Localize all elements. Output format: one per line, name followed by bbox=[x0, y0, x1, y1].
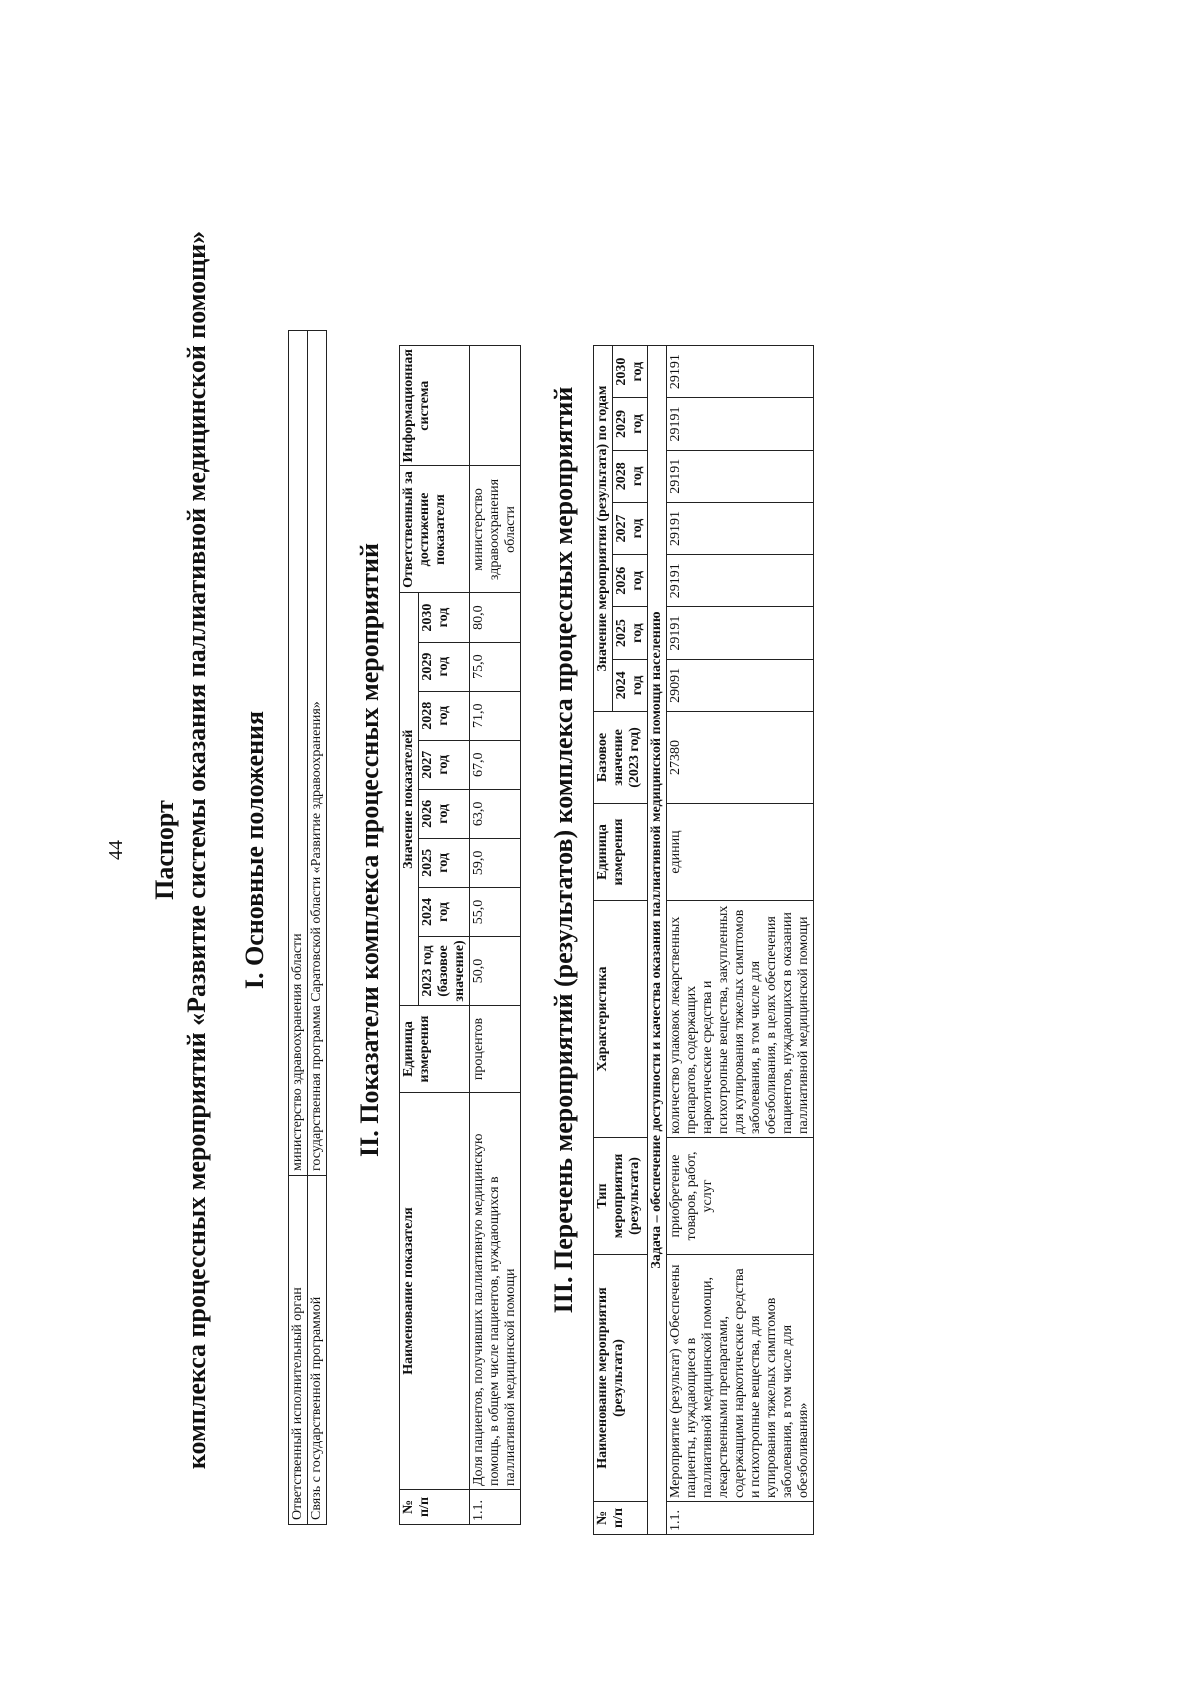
header-row bbox=[400, 346, 419, 1525]
cell-2025: 29191 bbox=[667, 607, 814, 659]
row-label: Связь с государственной программой bbox=[308, 1176, 327, 1525]
col-2030: 2030 год bbox=[613, 346, 648, 398]
col-num: № п/п bbox=[400, 1490, 470, 1525]
col-name: Наименование показателя bbox=[400, 1093, 470, 1490]
col-characteristic: Характеристика bbox=[594, 901, 648, 1138]
table-row bbox=[470, 346, 521, 1525]
section3-heading: III. Перечень мероприятий (результатов) комплекса процессных мероприятий bbox=[549, 386, 578, 1314]
cell-num: 1.1. bbox=[667, 1502, 814, 1535]
task-row bbox=[648, 346, 667, 1535]
document-subtitle: комплекса процессных мероприятий «Развитие системы оказания паллиативной медицинской помощи» bbox=[182, 230, 211, 1470]
cell-unit: процентов bbox=[470, 1006, 521, 1093]
col-2027: 2027 год bbox=[613, 502, 648, 554]
cell-system bbox=[470, 346, 521, 467]
cell-2025: 59,0 bbox=[470, 838, 521, 887]
basic-provisions-table bbox=[288, 330, 327, 1525]
col-2025: 2025 год bbox=[613, 607, 648, 659]
col-values: Значение показателей bbox=[400, 593, 419, 1006]
col-2030: 2030 год bbox=[419, 593, 470, 642]
col-base: Базовое значение (2023 год) bbox=[594, 712, 648, 804]
cell-2030: 80,0 bbox=[470, 593, 521, 642]
cell-2024: 55,0 bbox=[470, 887, 521, 936]
col-2026: 2026 год bbox=[613, 555, 648, 607]
row-label: Ответственный исполнительный орган bbox=[289, 1176, 308, 1525]
col-2029: 2029 год bbox=[419, 642, 470, 691]
indicators-table bbox=[399, 345, 521, 1525]
table-row bbox=[308, 331, 327, 1525]
cell-2027: 29191 bbox=[667, 502, 814, 554]
table-row bbox=[667, 346, 814, 1535]
col-2028: 2028 год bbox=[419, 691, 470, 740]
cell-2026: 63,0 bbox=[470, 789, 521, 838]
cell-2028: 71,0 bbox=[470, 691, 521, 740]
cell-base: 27380 bbox=[667, 712, 814, 804]
col-responsible: Ответственный за достижение показателя bbox=[400, 466, 470, 593]
cell-2030: 29191 bbox=[667, 346, 814, 398]
col-2027: 2027 год bbox=[419, 740, 470, 789]
row-value: государственная программа Саратовской области «Развитие здравоохранения» bbox=[308, 331, 327, 1176]
cell-num: 1.1. bbox=[470, 1490, 521, 1525]
col-base: 2023 год (базовое значение) bbox=[419, 937, 470, 1006]
section1-heading: I. Основные положения bbox=[240, 710, 269, 990]
table-row bbox=[289, 331, 308, 1525]
col-2028: 2028 год bbox=[613, 450, 648, 502]
cell-2026: 29191 bbox=[667, 555, 814, 607]
cell-unit: единиц bbox=[667, 804, 814, 901]
measures-table bbox=[593, 345, 814, 1535]
col-2024: 2024 год bbox=[419, 887, 470, 936]
col-2029: 2029 год bbox=[613, 398, 648, 450]
cell-name: Мероприятие (результат) «Обеспечены пациенты, нуждающиеся в паллиативной медицинской помощи, лекарственными препаратами, содержащими наркотические средства и психотропные вещества, для купирования тяжелых симптомов заболевания, в том числе для обезболивания» bbox=[667, 1255, 814, 1502]
col-unit: Единица измерения bbox=[400, 1006, 470, 1093]
page-number: 44 bbox=[105, 840, 127, 860]
col-num: № п/п bbox=[594, 1502, 648, 1535]
cell-name: Доля пациентов, получивших паллиативную медицинскую помощь, в общем числе пациентов, нуждающихся в паллиативной медицинской помощи bbox=[470, 1093, 521, 1490]
cell-2027: 67,0 bbox=[470, 740, 521, 789]
col-2024: 2024 год bbox=[613, 659, 648, 711]
document-title: Паспорт bbox=[150, 800, 179, 900]
cell-characteristic: количество упаковок лекарственных препаратов, содержащих наркотические средства и психотропные вещества, закупленных для купирования тяжелых симптомов заболевания, в том числе для обезболивания, в целях обеспечения пациентов, нуждающихся в оказании паллиативной медицинской помощи bbox=[667, 901, 814, 1138]
cell-2028: 29191 bbox=[667, 450, 814, 502]
cell-type: приобретение товаров, работ, услуг bbox=[667, 1138, 814, 1255]
cell-2029: 75,0 bbox=[470, 642, 521, 691]
rotated-content bbox=[105, 140, 1020, 1560]
col-system: Информационная система bbox=[400, 346, 470, 467]
col-unit: Единица измерения bbox=[594, 804, 648, 901]
cell-2029: 29191 bbox=[667, 398, 814, 450]
section2-heading: II. Показатели комплекса процессных мероприятий bbox=[355, 543, 384, 1157]
col-2026: 2026 год bbox=[419, 789, 470, 838]
cell-base: 50,0 bbox=[470, 937, 521, 1006]
col-type: Тип мероприятия (результата) bbox=[594, 1138, 648, 1255]
col-values: Значение мероприятия (результата) по годам bbox=[594, 346, 613, 712]
header-row bbox=[594, 346, 613, 1535]
row-value: министерство здравоохранения области bbox=[289, 331, 308, 1176]
cell-responsible: министерство здравоохранения области bbox=[470, 466, 521, 593]
col-2025: 2025 год bbox=[419, 838, 470, 887]
task-text: Задача – обеспечение доступности и качества оказания паллиативной медицинской помощи населению bbox=[648, 346, 667, 1535]
col-name: Наименование мероприятия (результата) bbox=[594, 1255, 648, 1502]
cell-2024: 29091 bbox=[667, 659, 814, 711]
